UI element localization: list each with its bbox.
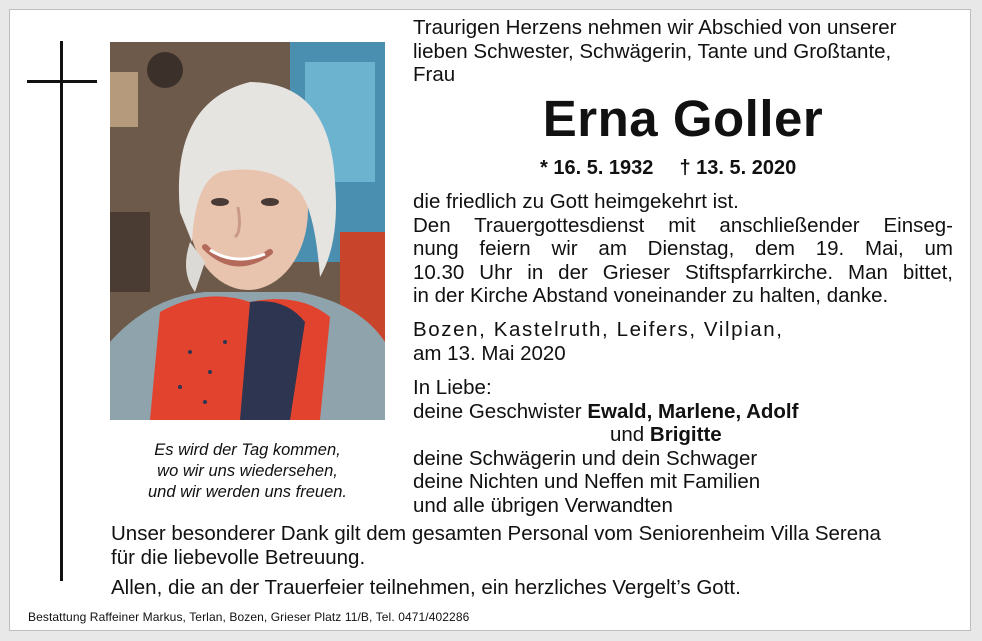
intro-line: Frau xyxy=(413,63,456,86)
memorial-quote xyxy=(110,440,385,503)
thanks-line: für die liebevolle Betreuung. xyxy=(111,545,366,569)
funeral-home-footer: Bestattung Raffeiner Markus, Terlan, Bozen, Grieser Platz 11/B, Tel. 0471/402286 xyxy=(28,610,470,624)
and-word: und xyxy=(610,423,645,446)
mourners-intro: In Liebe: xyxy=(413,376,492,399)
intro-text xyxy=(413,16,953,87)
thanks-text xyxy=(111,522,961,600)
announcement-line: Den Trauergottesdienst mit anschließender Einseg- xyxy=(413,213,953,237)
mourners-list xyxy=(413,376,953,517)
birth-date: * 16. 5. 1932 xyxy=(540,157,654,179)
announcement-line: in der Kirche Abstand voneinander zu halten, danke. xyxy=(413,284,889,307)
announcement-line: die friedlich zu Gott heimgekehrt ist. xyxy=(413,190,739,213)
announcement-line: nung feiern wir am Dienstag, dem 19. Mai, um xyxy=(413,237,953,260)
thanks-line: Allen, die an der Trauerfeier teilnehmen, ein herzliches Vergelt’s Gott. xyxy=(111,576,741,599)
siblings-names: Ewald, Marlene, Adolf xyxy=(587,399,799,423)
mourners-siblings-cont xyxy=(413,423,953,447)
date-line: am 13. Mai 2020 xyxy=(413,341,566,365)
portrait-photo xyxy=(110,42,385,420)
intro-line: lieben Schwester, Schwägerin, Tante und Großtante, xyxy=(413,39,892,63)
life-dates xyxy=(540,155,796,181)
deceased-name: Erna Goller xyxy=(542,90,824,147)
mourners-line: deine Nichten und Neffen mit Familien xyxy=(413,470,761,493)
quote-line: und wir werden uns freuen. xyxy=(147,483,348,501)
intro-line: Traurigen Herzens nehmen wir Abschied von unserer xyxy=(413,16,897,39)
death-date: † 13. 5. 2020 xyxy=(679,157,797,179)
quote-line: Es wird der Tag kommen, xyxy=(154,441,341,459)
cross-icon-bar xyxy=(27,80,97,83)
mourners-line: und alle übrigen Verwandten xyxy=(413,493,673,517)
mourners-siblings xyxy=(413,400,953,424)
place-line: Bozen, Kastelruth, Leifers, Vilpian, xyxy=(413,318,784,341)
announcement-line: 10.30 Uhr in der Grieser Stiftspfarrkirche. Man bittet, xyxy=(413,260,953,284)
quote-line: wo wir uns wiedersehen, xyxy=(157,462,338,480)
place-date xyxy=(413,318,953,365)
siblings-label: deine Geschwister xyxy=(413,399,582,423)
mourners-line: deine Schwägerin und dein Schwager xyxy=(413,446,758,470)
announcement-text xyxy=(413,190,953,308)
thanks-line: Unser besonderer Dank gilt dem gesamten Personal vom Seniorenheim Villa Serena xyxy=(111,522,881,545)
sibling-last: Brigitte xyxy=(649,423,722,446)
cross-icon xyxy=(60,41,63,581)
